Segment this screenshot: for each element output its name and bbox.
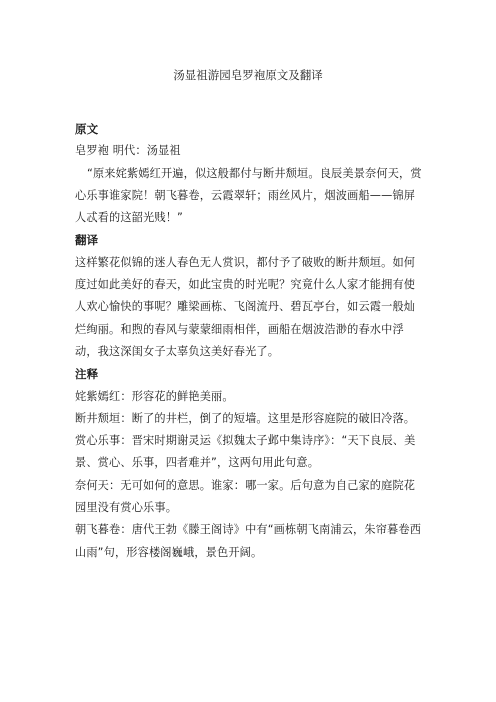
- note-item: 赏心乐事：晋宋时期谢灵运《拟魏太子邺中集诗序》：“天下良辰、美景、赏心、乐事，四者难并”，这两句用此句意。: [75, 434, 416, 470]
- document-body: [75, 118, 425, 564]
- note-item: 朝飞暮卷：唐代王勃《滕王阁诗》中有“画栋朝飞南浦云，朱帘暮卷西山雨”句，形容楼阁巍峨，景色开阔。: [75, 523, 422, 559]
- translation-text: 这样繁花似锦的迷人春色无人赏识，都付予了破败的断井颓垣。如何度过如此美好的春天，如此宝贵的时光呢？究竟什么人家才能拥有使人欢心愉快的事呢？雕梁画栋、飞阁流丹、碧瓦亭台，如云霞一般灿烂绚丽。和煦的春风与蒙蒙细雨相伴，画船在烟波浩渺的春水中浮动，我这深闺女子太辜负这美好春光了。: [75, 255, 416, 358]
- original-text: “原来姹紫嫣红开遍，似这般都付与断井颓垣。良辰美景奈何天，赏心乐事谁家院！朝飞暮卷，云霞翠轩；雨丝风片，烟波画船——锦屏人忒看的这韶光贱！”: [75, 166, 422, 225]
- note-item: 断井颓垣：断了的井栏，倒了的短墙。这里是形容庭院的破旧冷落。: [75, 411, 416, 425]
- translation-heading: 翻译: [75, 233, 99, 248]
- note-item: 姹紫嫣红：形容花的鲜艳美丽。: [75, 389, 234, 403]
- original-byline: 皂罗袍 明代：汤显祖: [75, 144, 181, 158]
- document-title: 汤显祖游园皂罗袍原文及翻译: [173, 68, 323, 82]
- note-item: 奈何天：无可如何的意思。谁家：哪一家。后句意为自己家的庭院花园里没有赏心乐事。: [75, 478, 416, 515]
- original-heading: 原文: [75, 122, 99, 136]
- notes-heading: 注释: [75, 367, 99, 382]
